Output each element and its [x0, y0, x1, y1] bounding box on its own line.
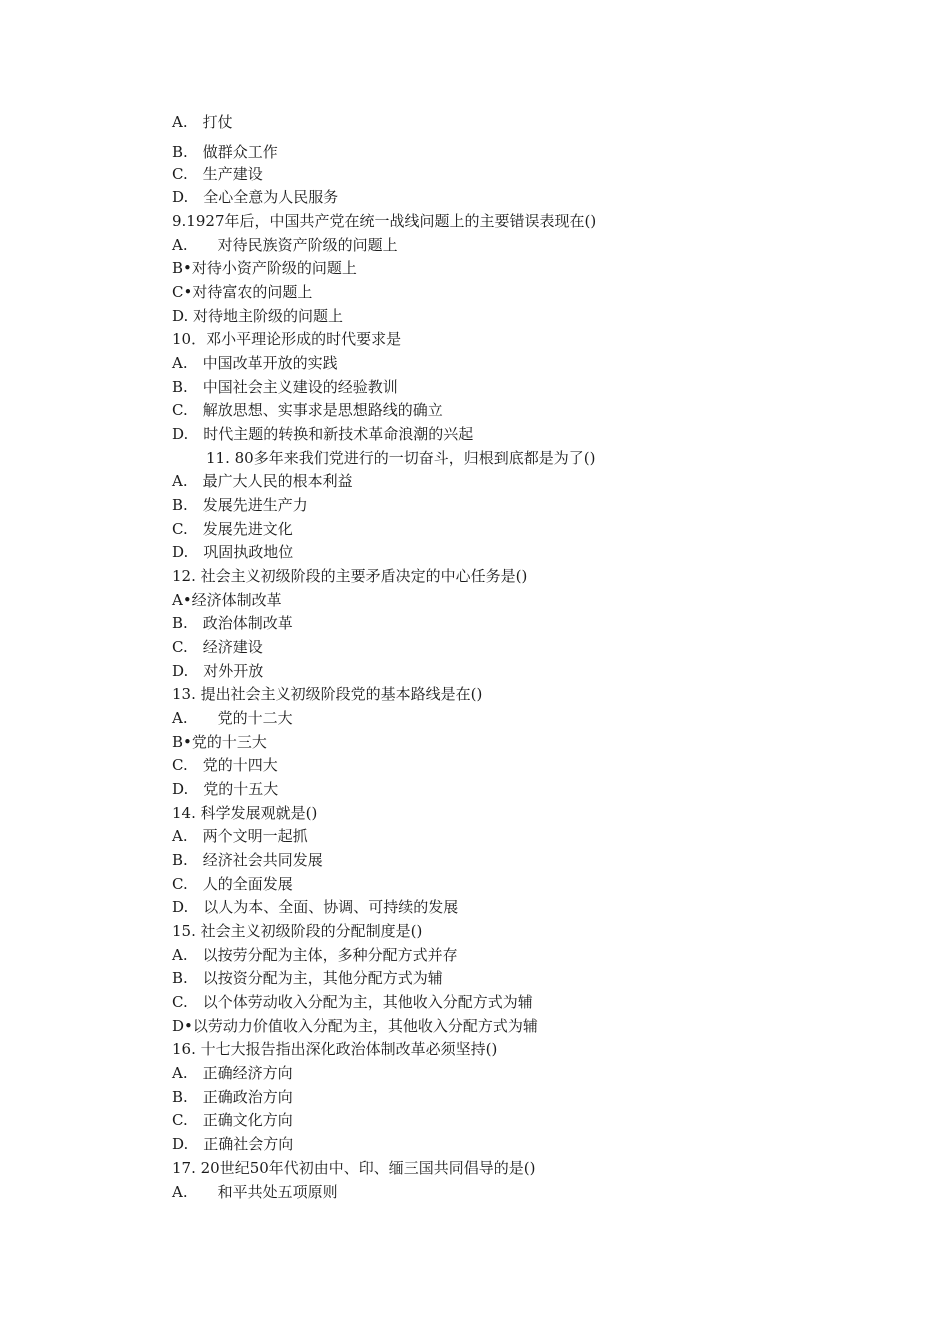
option-line: C. 发展先进文化	[172, 520, 293, 538]
option-line: C. 生产建设	[172, 165, 263, 183]
option-line: A. 和平共处五项原则	[172, 1183, 338, 1201]
question-line: 15. 社会主义初级阶段的分配制度是()	[172, 922, 423, 940]
option-line: B. 以按资分配为主，其他分配方式为辅	[172, 969, 443, 987]
option-line: D. 时代主题的转换和新技术革命浪潮的兴起	[172, 425, 474, 443]
option-line: D•以劳动力价值收入分配为主，其他收入分配方式为辅	[172, 1017, 538, 1035]
option-line: B•对待小资产阶级的问题上	[172, 259, 357, 277]
question-line: 12. 社会主义初级阶段的主要矛盾决定的中心任务是()	[172, 567, 528, 585]
option-line: A. 打仗	[172, 113, 233, 131]
question-line: 14. 科学发展观就是()	[172, 804, 318, 822]
option-line: D. 全心全意为人民服务	[172, 188, 339, 206]
option-line: C. 经济建设	[172, 638, 263, 656]
option-line: B. 正确政治方向	[172, 1088, 293, 1106]
option-line: B. 经济社会共同发展	[172, 851, 323, 869]
option-line: A. 两个文明一起抓	[172, 827, 308, 845]
option-line: A. 党的十二大	[172, 709, 293, 727]
question-line: 11. 80多年来我们党进行的一切奋斗，归根到底都是为了()	[206, 449, 596, 467]
option-line: D. 正确社会方向	[172, 1135, 294, 1153]
option-line: A. 对待民族资产阶级的问题上	[172, 236, 398, 254]
question-line: 10．邓小平理论形成的时代要求是	[172, 330, 402, 348]
option-line: B. 政治体制改革	[172, 614, 293, 632]
option-line: B. 发展先进生产力	[172, 496, 308, 514]
option-line: B. 做群众工作	[172, 143, 278, 161]
option-line: A. 中国改革开放的实践	[172, 354, 338, 372]
option-line: C. 以个体劳动收入分配为主，其他收入分配方式为辅	[172, 993, 533, 1011]
option-line: C. 正确文化方向	[172, 1111, 293, 1129]
option-line: C. 解放思想、实事求是思想路线的确立	[172, 401, 443, 419]
option-line: A•经济体制改革	[172, 591, 282, 609]
option-line: D. 巩固执政地位	[172, 543, 294, 561]
option-line: C•对待富农的问题上	[172, 283, 313, 301]
option-line: C. 人的全面发展	[172, 875, 293, 893]
question-line: 9.1927年后，中国共产党在统一战线问题上的主要错误表现在()	[172, 212, 597, 230]
option-line: B•党的十三大	[172, 733, 267, 751]
option-line: A. 以按劳分配为主体，多种分配方式并存	[172, 946, 458, 964]
option-line: A. 最广大人民的根本利益	[172, 472, 353, 490]
option-line: D. 以人为本、全面、协调、可持续的发展	[172, 898, 459, 916]
option-line: A. 正确经济方向	[172, 1064, 293, 1082]
option-line: D. 对待地主阶级的问题上	[172, 307, 344, 325]
question-line: 16. 十七大报告指出深化政治体制改革必须坚持()	[172, 1040, 498, 1058]
option-line: D. 党的十五大	[172, 780, 279, 798]
question-line: 17. 20世纪50年代初由中、印、缅三国共同倡导的是()	[172, 1159, 536, 1177]
option-line: C. 党的十四大	[172, 756, 278, 774]
option-line: B. 中国社会主义建设的经验教训	[172, 378, 398, 396]
option-line: D. 对外开放	[172, 662, 264, 680]
question-line: 13. 提出社会主义初级阶段党的基本路线是在()	[172, 685, 483, 703]
